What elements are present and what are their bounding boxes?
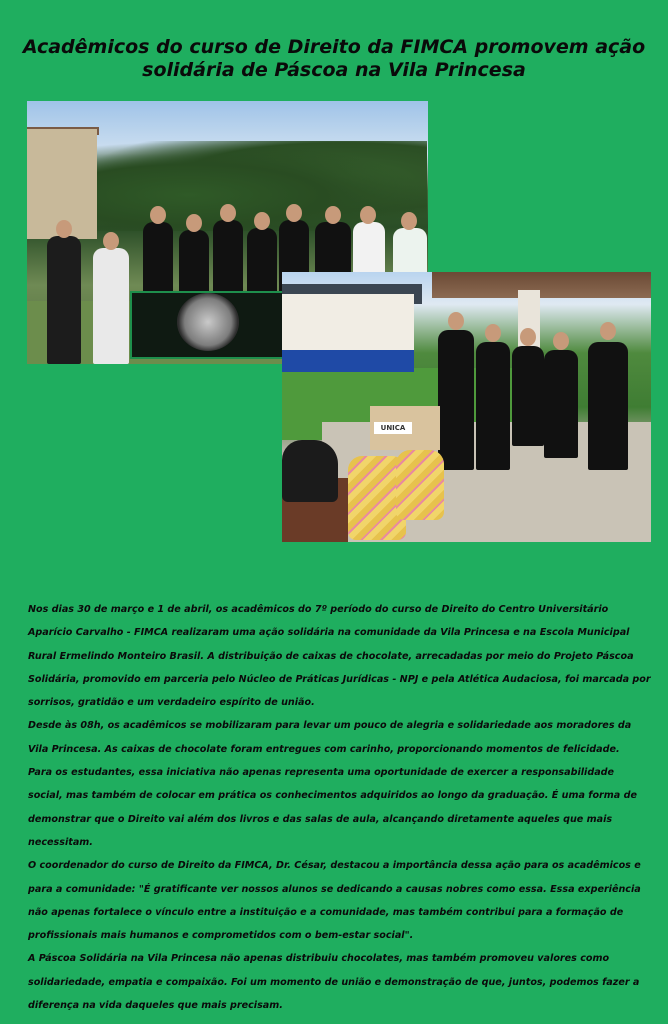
article-body <box>28 598 652 1017</box>
article-paragraph-1: Nos dias 30 de março e 1 de abril, os acadêmicos do 7º período do curso de Direito do Centro Universitário Aparício Carvalho - FIMCA realizaram uma ação solidária na comunidade da Vila Princesa e na Escola Municipal Rural Ermelindo Monteiro Brasil. A distribuição de caixas de chocolate, arrecadadas por meio do Projeto Páscoa Solidária, promovido em parceria pelo Núcleo de Práticas Jurídicas - NPJ e pela Atlética Audaciosa, foi marcada por sorrisos, gratidão e um verdadeiro espírito de união. <box>28 604 651 709</box>
headline-line-1: Acadêmicos do curso de Direito da FIMCA promovem ação <box>22 36 646 58</box>
photo-box-logo <box>374 422 412 434</box>
photo-chocolate-bag <box>396 450 444 520</box>
photo-team-members <box>432 302 651 498</box>
photo-box-logo-text: UNICA <box>380 424 406 432</box>
photo-black-bag <box>282 440 338 502</box>
article-paragraph-4: O coordenador do curso de Direito da FIMCA, Dr. César, destacou a importância dessa ação para os acadêmicos e para a comunidade: "É gratificante ver nossos alunos se dedicando a causas nobres como essa. Essa experiência não apenas fortalece o vínculo entre a instituição e a comunidade, mas também contribui para a formação de profissionais mais humanos e comprometidos com o bem-estar social". <box>28 860 641 942</box>
article-paragraph-5: A Páscoa Solidária na Vila Princesa não apenas distribuiu chocolates, mas também promoveu valores como solidariedade, empatia e compaixão. Foi um momento de união e demonstração de que, juntos, podemos fazer a diferença na vida daqueles que mais precisam. <box>28 953 640 1012</box>
article-paragraph-3: Para os estudantes, essa iniciativa não apenas representa uma oportunidade de exercer a responsabilidade social, mas também de colocar em prática os conhecimentos adquiridos ao longo da graduação. É uma forma de demonstrar que o Direito vai além dos livros e das salas de aula, alcançando diretamente aqueles que mais necessitam. <box>28 767 637 848</box>
photo-school-wall-blue <box>282 350 414 372</box>
headline-line-2: solidária de Páscoa na Vila Princesa <box>142 59 526 81</box>
team-with-chocolate-donations <box>282 272 651 542</box>
article-paragraph-2: Desde às 08h, os acadêmicos se mobilizaram para levar um pouco de alegria e solidariedade aos moradores da Vila Princesa. As caixas de chocolate foram entregues com carinho, proporcionando momentos de felicidade. <box>28 720 632 755</box>
headline <box>20 36 648 82</box>
athletic-banner-seal <box>177 293 239 351</box>
photo-porch-roof <box>432 272 651 298</box>
